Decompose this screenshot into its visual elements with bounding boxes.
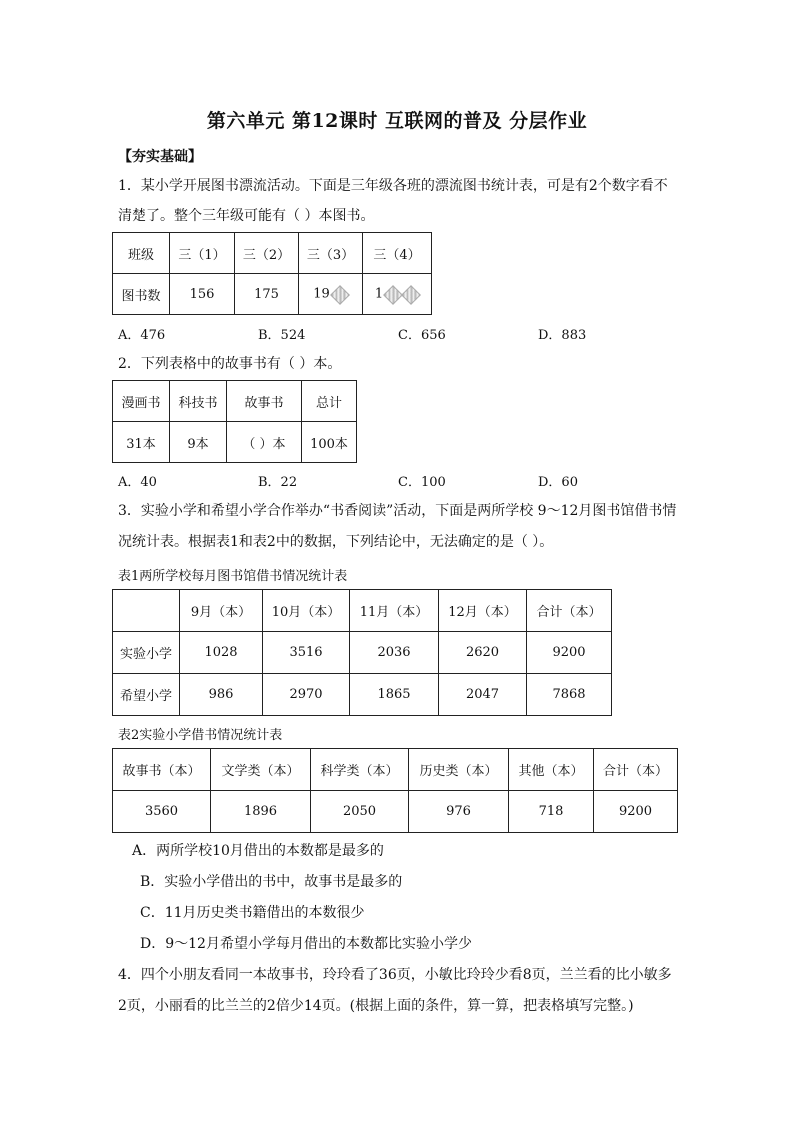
q2-value-cell: 31本 (113, 422, 170, 463)
table2-header-cell: 历史类（本） (409, 749, 509, 791)
table-row (113, 632, 612, 674)
q1-header-cell: 班级 (113, 233, 170, 274)
table2-header-cell: 科学类（本） (311, 749, 409, 791)
q3-option-d: D．9～12月希望小学每月借出的本数都比实验小学少 (140, 936, 472, 952)
q4-text-line2: 2页，小丽看的比兰兰的2倍少14页。(根据上面的条件，算一算，把表格填写完整。) (118, 998, 634, 1014)
q3-text-line1: 3．实验小学和希望小学合作举办“书香阅读”活动，下面是两所学校 9～12月图书馆借书情 (118, 503, 677, 519)
table1-header-cell: 11月（本） (350, 590, 439, 632)
table2-cell: 3560 (113, 791, 211, 833)
q1-option-b: B．524 (258, 328, 306, 343)
q1-header-cell: 三（2） (235, 233, 299, 274)
section-heading: 【夯实基础】 (118, 149, 202, 165)
q3-table2 (112, 748, 678, 833)
q2-value-cell: （ ）本 (227, 422, 302, 463)
table1-cell: 1865 (350, 674, 439, 716)
table1-header-cell: 合计（本） (527, 590, 612, 632)
q1-text-line1: 1．某小学开展图书漂流活动。下面是三年级各班的漂流图书统计表，可是有2个数字看不 (118, 178, 668, 194)
q1-option-d: D．883 (538, 328, 587, 343)
q2-option-c: C．100 (398, 475, 446, 490)
q2-value-cell: 9本 (170, 422, 227, 463)
smudge-icon (330, 285, 348, 303)
q2-header-cell: 总计 (302, 381, 357, 422)
q2-option-d: D．60 (538, 475, 578, 490)
table1-cell: 7868 (527, 674, 612, 716)
q1-text-line2: 清楚了。整个三年级可能有（ ）本图书。 (118, 208, 375, 224)
table2-cell: 9200 (594, 791, 678, 833)
q3-text-line2: 况统计表。根据表1和表2中的数据，下列结论中，无法确定的是（ ）。 (118, 534, 554, 550)
table-row (113, 674, 612, 716)
q3-table1 (112, 589, 612, 716)
table1-cell: 2970 (263, 674, 350, 716)
q1-header-cell: 三（4） (363, 233, 432, 274)
q3-option-b: B．实验小学借出的书中，故事书是最多的 (140, 874, 403, 890)
q1-row-label: 图书数 (113, 274, 170, 315)
table1-cell: 1028 (180, 632, 263, 674)
q2-header-cell: 漫画书 (113, 381, 170, 422)
q1-partial-value: 19 (313, 286, 330, 302)
table1-cell: 3516 (263, 632, 350, 674)
table1-row-label: 希望小学 (113, 674, 180, 716)
table1-cell: 2036 (350, 632, 439, 674)
q4-text-line1: 4．四个小朋友看同一本故事书，玲玲看了36页，小敏比玲玲少看8页，兰兰看的比小敏多 (118, 967, 672, 983)
q2-option-a: A．40 (118, 475, 157, 490)
q2-text: 2．下列表格中的故事书有（ ）本。 (118, 356, 342, 372)
q2-value-cell: 100本 (302, 422, 357, 463)
page-title: 第六单元 第12课时 互联网的普及 分层作业 (206, 110, 588, 132)
table1-cell: 2047 (439, 674, 527, 716)
q1-option-c: C．656 (398, 328, 446, 343)
q2-header-cell: 故事书 (227, 381, 302, 422)
smudge-icon (383, 285, 401, 303)
q1-option-a: A．476 (118, 328, 166, 343)
q1-header-cell: 三（3） (299, 233, 363, 274)
table2-cell: 1896 (211, 791, 311, 833)
table2-cell: 2050 (311, 791, 409, 833)
q1-header-cell: 三（1） (170, 233, 235, 274)
table-row (113, 791, 678, 833)
q1-value-cell-obscured (299, 274, 363, 315)
table1-caption: 表1两所学校每月图书馆借书情况统计表 (118, 569, 348, 584)
table2-cell: 718 (509, 791, 594, 833)
table2-header-cell: 故事书（本） (113, 749, 211, 791)
table1-header-cell (113, 590, 180, 632)
q2-table (112, 380, 357, 463)
table2-header-cell: 合计（本） (594, 749, 678, 791)
table2-caption: 表2实验小学借书情况统计表 (118, 728, 283, 743)
q1-table (112, 232, 432, 315)
q2-option-b: B．22 (258, 475, 298, 490)
smudge-icon (401, 285, 419, 303)
q2-header-cell: 科技书 (170, 381, 227, 422)
table2-cell: 976 (409, 791, 509, 833)
table1-header-cell: 12月（本） (439, 590, 527, 632)
table1-header-cell: 9月（本） (180, 590, 263, 632)
q1-value-cell-obscured (363, 274, 432, 315)
q1-value-cell: 156 (170, 274, 235, 315)
q3-option-a: A．两所学校10月借出的本数都是最多的 (132, 843, 384, 859)
table2-header-cell: 其他（本） (509, 749, 594, 791)
table1-header-cell: 10月（本） (263, 590, 350, 632)
table1-cell: 9200 (527, 632, 612, 674)
table2-header-cell: 文学类（本） (211, 749, 311, 791)
q1-partial-value: 1 (374, 286, 384, 302)
q3-option-c: C．11月历史类书籍借出的本数很少 (140, 905, 365, 921)
table1-row-label: 实验小学 (113, 632, 180, 674)
q1-value-cell: 175 (235, 274, 299, 315)
table1-cell: 2620 (439, 632, 527, 674)
table1-cell: 986 (180, 674, 263, 716)
